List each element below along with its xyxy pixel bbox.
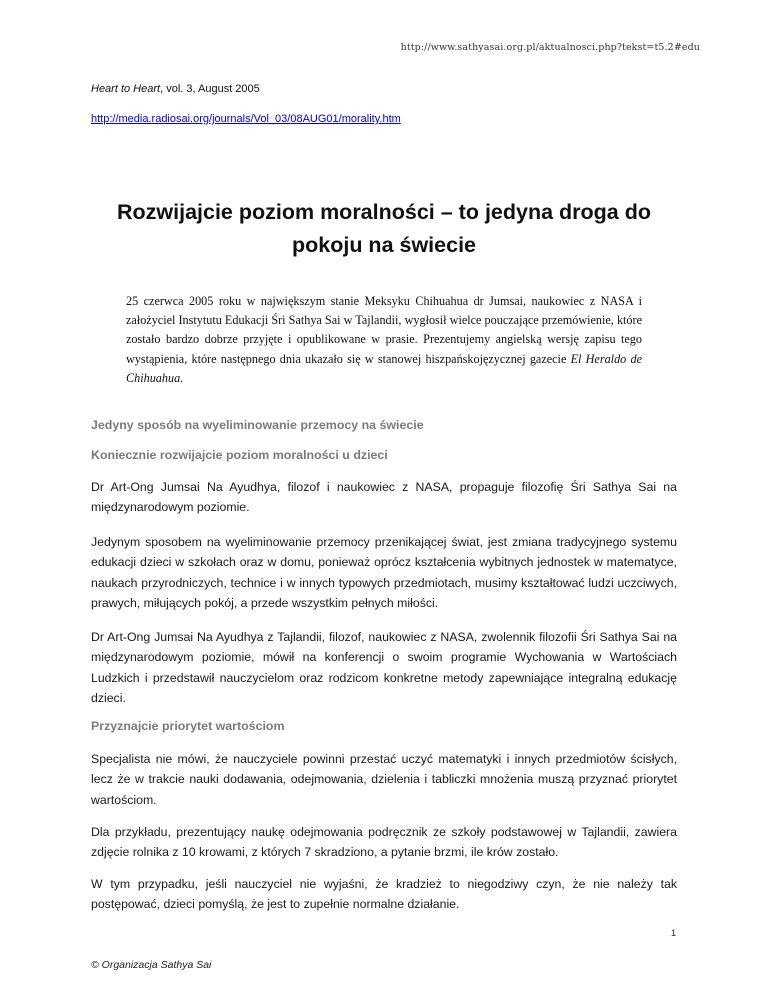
section-heading-3: Przyznajcie priorytet wartościom bbox=[91, 719, 285, 733]
section-heading-1: Jedyny sposób na wyeliminowanie przemocy na świecie bbox=[91, 418, 424, 432]
paragraph-5: Dla przykładu, prezentujący naukę odejmowania podręcznik ze szkoły podstawowej w Tajlandii, zawiera zdjęcie rolnika z 10 krowami, z których 7 skradziono, a pytanie brzmi, ile krów zostało. bbox=[91, 825, 677, 860]
source-citation bbox=[91, 83, 260, 95]
paragraph-2: Jedynym sposobem na wyeliminowanie przemocy przenikającej świat, jest zmiana tradycyjnego systemu edukacji dzieci w szkołach oraz w domu, ponieważ oprócz kształcenia wybitnych jednostek w matematyce, naukach przyrodniczych, technice i w innych typowych przedmiotach, musimy kształtować ludzi uczciwych, prawych, miłujących pokój, a przede wszystkim pełnych miłości. bbox=[91, 535, 677, 611]
publication-name: Heart to Heart bbox=[91, 83, 161, 95]
intro-paragraph bbox=[126, 292, 642, 388]
intro-end: . bbox=[180, 370, 184, 385]
publication-details: , vol. 3, August 2005 bbox=[160, 83, 260, 95]
paragraph-3: Dr Art-Ong Jumsai Na Ayudhya z Tajlandii, filozof, naukowiec z NASA, zwolennik filozofii Śri Sathya Sai na międzynarodowym poziomie, mówił na konferencji o swoim programie Wychowania w Wartościach Ludzkich i przedstawił nauczycielom oraz rodzicom konkretne metody zapewniające integralną edukację dzieci. bbox=[91, 630, 677, 706]
intro-text: 25 czerwca 2005 roku w największym stanie Meksyku Chihuahua dr Jumsai, naukowiec z NASA i założyciel Instytutu Edukacji Śri Sathya Sai w Tajlandii, wygłosił wielce pouczające przemówienie, które zostało bardzo dobrze przyjęte i opublikowane w prasie. Prezentujemy angielską wersję zapisu tego wystąpienia, które następnego dnia ukazało się w stanowej hiszpańskojęzycznej gazecie bbox=[126, 294, 642, 366]
page-number: 1 bbox=[670, 928, 676, 938]
newspaper-name: El Heraldo de Chihuahua bbox=[126, 351, 642, 385]
section-heading-2: Koniecznie rozwijajcie poziom moralności u dzieci bbox=[91, 448, 388, 462]
paragraph-4: Specjalista nie mówi, że nauczyciele powinni przestać uczyć matematyki i innych przedmiotów ścisłych, lecz że w trakcie nauki dodawania, odejmowania, dzielenia i tabliczki mnożenia muszą przyznać priorytet wartościom. bbox=[91, 752, 677, 807]
page-title: Rozwijajcie poziom moralności – to jedyna droga do pokoju na świecie bbox=[116, 200, 651, 257]
header-url: http://www.sathyasai.org.pl/aktualnosci.php?tekst=t5.2#edu bbox=[400, 42, 700, 53]
source-link[interactable]: http://media.radiosai.org/journals/Vol_03/08AUG01/morality.htm bbox=[91, 113, 401, 125]
footer-copyright: © Organizacja Sathya Sai bbox=[91, 959, 212, 971]
paragraph-1: Dr Art-Ong Jumsai Na Ayudhya, filozof i naukowiec z NASA, propaguje filozofię Śri Sathya Sai na międzynarodowym poziomie. bbox=[91, 480, 677, 515]
paragraph-6: W tym przypadku, jeśli nauczyciel nie wyjaśni, że kradzież to niegodziwy czyn, że nie należy tak postępować, dzieci pomyślą, że jest to zupełnie normalne działanie. bbox=[91, 877, 677, 912]
